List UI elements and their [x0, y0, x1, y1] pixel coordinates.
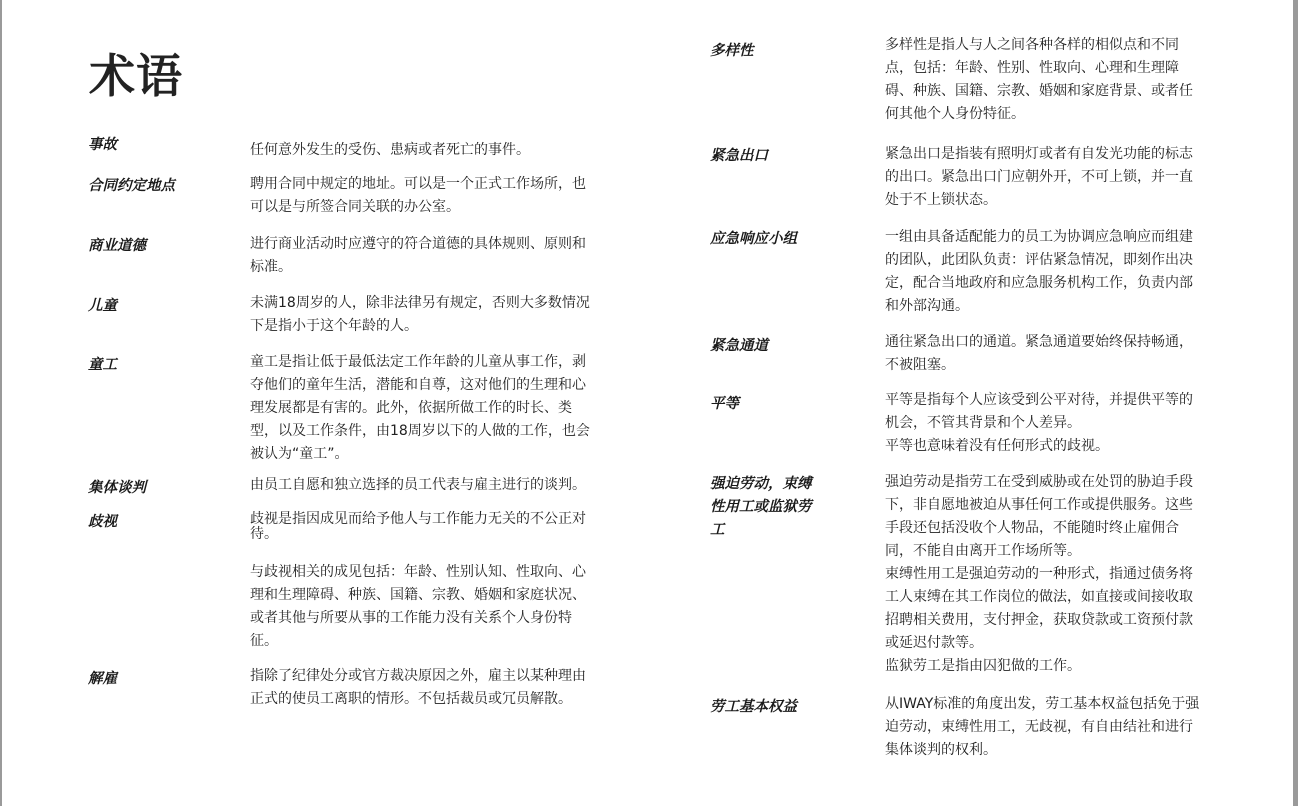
term-label: 事故 [88, 137, 117, 153]
glossary-entry-child [88, 295, 608, 338]
glossary-entry-emergency-response-team [710, 228, 1210, 318]
definition-text: 紧急出口是指装有照明灯或者有自发光功能的标志的出口。紧急出口门应朝外开，不可上锁，并一直处于不上锁状态。 [885, 146, 1193, 208]
definition-text: 一组由具备适配能力的员工为协调应急响应而组建的团队，此团队负责：评估紧急情况，即刻作出决定，配合当地政府和应急服务机构工作，负责内部和外部沟通。 [885, 229, 1193, 314]
term-definition [250, 665, 592, 711]
term-label: 紧急通道 [710, 338, 768, 354]
glossary-entry-discrimination [88, 511, 608, 653]
glossary-left-column [88, 134, 608, 711]
definition-text: 束缚性用工是强迫劳动的一种形式，指通过债务将工人束缚在其工作岗位的做法，如直接或间接收取招聘相关费用，支付押金，获取贷款或工资预付款或延迟付款等。 [885, 566, 1193, 651]
term-label: 童工 [88, 357, 117, 373]
page-edge-left [0, 0, 2, 806]
definition-text: 歧视是指因成见而给予他人与工作能力无关的不公正对待。 [250, 511, 586, 542]
definition-text: 强迫劳动是指劳工在受到威胁或在处罚的胁迫手段下，非自愿地被迫从事任何工作或提供服务。这些手段还包括没收个人物品，不能随时终止雇佣合同，不能自由离开工作场所等。 [885, 474, 1193, 559]
term-label: 儿童 [88, 298, 117, 314]
definition-text: 监狱劳工是指由囚犯做的工作。 [885, 658, 1081, 674]
glossary-entry-diversity [710, 37, 1210, 126]
term-definition [250, 233, 592, 279]
definition-text: 童工是指让低于最低法定工作年龄的儿童从事工作，剥夺他们的童年生活，潜能和自尊，这对他们的生理和心理发展都是有害的。此外，依据所做工作的时长、类型，以及工作条件，由18周岁以下的人做的工作，也会被认为“童工”。 [250, 354, 590, 462]
glossary-entry-dismissal [88, 668, 608, 711]
term-definition [885, 693, 1200, 762]
scrollbar[interactable] [1293, 0, 1298, 806]
term-definition [250, 474, 592, 493]
definition-text: 指除了纪律处分或官方裁决原因之外，雇主以某种理由正式的使员工离职的情形。不包括裁员或冗员解散。 [250, 668, 586, 707]
term-label: 解雇 [88, 671, 117, 687]
definition-text: 聘用合同中规定的地址。可以是一个正式工作场所，也可以是与所签合同关联的办公室。 [250, 176, 586, 215]
term-definition [885, 331, 1200, 377]
definition-text: 平等也意味着没有任何形式的歧视。 [885, 438, 1109, 454]
term-label: 集体谈判 [88, 480, 146, 496]
glossary-right-column [710, 34, 1210, 762]
term-definition [250, 173, 592, 219]
glossary-entry-fundamental-labour-rights [710, 696, 1210, 762]
term-definition [885, 389, 1200, 458]
term-label: 商业道德 [88, 238, 146, 254]
glossary-entry-equality [710, 393, 1210, 458]
glossary-entry-forced-labour [710, 473, 1210, 678]
term-label: 应急响应小组 [710, 231, 797, 247]
definition-text: 通往紧急出口的通道。紧急通道要始终保持畅通，不被阻塞。 [885, 334, 1193, 373]
term-definition [250, 351, 592, 466]
term-label: 多样性 [710, 43, 754, 59]
definition-text: 从IWAY标准的角度出发，劳工基本权益包括免于强迫劳动，束缚性用工，无歧视，有自由结社和进行集体谈判的权利。 [885, 696, 1200, 758]
term-definition [250, 139, 592, 162]
definition-text: 未满18周岁的人，除非法律另有规定，否则大多数情况下是指小于这个年龄的人。 [250, 295, 590, 334]
definition-text: 由员工自愿和独立选择的员工代表与雇主进行的谈判。 [250, 477, 586, 493]
term-label: 紧急出口 [710, 148, 768, 164]
term-definition [885, 226, 1200, 318]
term-definition [885, 34, 1200, 126]
term-definition [885, 471, 1200, 678]
definition-text: 与歧视相关的成见包括：年龄、性别认知、性取向、心理和生理障碍、种族、国籍、宗教、婚姻和家庭状况、或者其他与所要从事的工作能力没有关系个人身份特征。 [250, 564, 586, 649]
definition-text: 任何意外发生的受伤、患病或者死亡的事件。 [250, 142, 530, 158]
term-definition [250, 508, 592, 653]
term-label: 劳工基本权益 [710, 699, 797, 715]
glossary-entry-collective-bargaining [88, 477, 608, 499]
term-definition [250, 292, 592, 338]
term-label: 合同约定地点 [88, 178, 175, 194]
term-label: 歧视 [88, 514, 117, 530]
glossary-entry-emergency-route [710, 335, 1210, 377]
glossary-entry-accident [88, 134, 608, 162]
glossary-entry-emergency-exit [710, 145, 1210, 212]
term-label: 平等 [710, 396, 739, 412]
glossary-entry-contract-location [88, 175, 608, 219]
page-title: 术语 [89, 49, 183, 103]
definition-text: 进行商业活动时应遵守的符合道德的具体规则、原则和标准。 [250, 236, 586, 275]
glossary-entry-child-labour [88, 354, 608, 466]
term-label: 强迫劳动，束缚性用工或监狱劳工 [710, 476, 812, 538]
term-definition [885, 143, 1200, 212]
definition-text: 平等是指每个人应该受到公平对待，并提供平等的机会，不管其背景和个人差异。 [885, 392, 1193, 431]
definition-text: 多样性是指人与人之间各种各样的相似点和不同点，包括：年龄、性别、性取向、心理和生理障碍、种族、国籍、宗教、婚姻和家庭背景、或者任何其他个人身份特征。 [885, 37, 1193, 122]
glossary-entry-business-ethics [88, 235, 608, 279]
